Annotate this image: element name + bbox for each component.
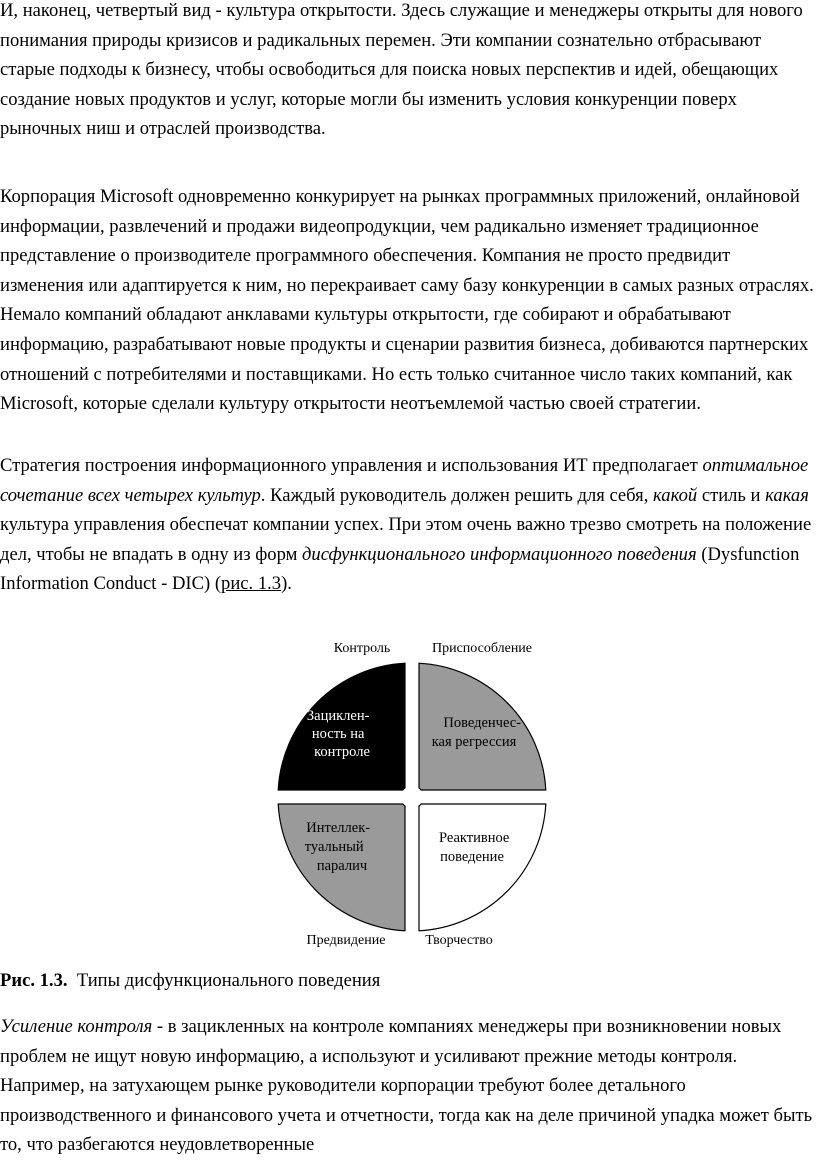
italic-word: какая xyxy=(765,484,809,506)
paragraph-control-reinforcement xyxy=(0,1012,814,1160)
quadrant-line: Интеллек- xyxy=(306,820,371,836)
text-run: - в зацикленных на контроле компаниях менеджеры при возникновении новых проблем не ищут новую информацию, а используют и усиливают прежние методы контроля. Например, на затухающем рынке руководители корпорации требуют более детального производственного и финансового учета и отчетности, тогда как на деле причиной упадка может быть то, что разбегаются неудовлетворенные xyxy=(0,1016,813,1156)
dysfunction-diagram xyxy=(262,632,562,952)
caption-text: Типы дисфункционального поведения xyxy=(76,970,381,991)
quadrant-line: контроле xyxy=(314,744,370,760)
text-run: . Каждый руководитель должен решить для себя, xyxy=(260,484,654,506)
quadrant-line: поведение xyxy=(440,849,504,865)
paragraph-microsoft: Корпорация Microsoft одновременно конкурирует на рынках программных приложений, онлайновой информации, развлечений и продажи видеопродукции, чем радикально изменяет традиционное представление о производителе программного обеспечения. Компания не просто предвидит изменения или адаптируется к ним, но перекраивает саму базу конкуренции в самых разных отраслях. Немало компаний обладают анклавами культуры открытости, где собирают и обрабатывают информацию, разрабатывают новые продукты и сценарии развития бизнеса, добиваются партнерских отношений с потребителями и поставщиками. Но есть только считанное число таких компаний, как Microsoft, которые сделали культуру открытости неотъемлемой частью своей стратегии. xyxy=(0,186,814,415)
text-run: (Dysfunction Information Conduct - DIC) ( xyxy=(0,543,800,595)
quadrant-line: кая регрессия xyxy=(431,734,517,750)
label-control: Контроль xyxy=(333,641,391,656)
label-adaptation: Приспособление xyxy=(431,641,533,656)
quadrant-line: Зациклен- xyxy=(306,708,370,724)
quadrant-bottom-right xyxy=(419,804,546,931)
italic-phrase: дисфункционального информационного поведения xyxy=(302,543,697,565)
text-run: стиль и xyxy=(697,484,766,506)
caption-number: Рис. 1.3. xyxy=(0,970,68,991)
quadrant-line: ность на xyxy=(311,726,365,742)
label-foresight: Предвидение xyxy=(306,933,386,948)
quadrant-text-top-left xyxy=(307,708,373,760)
quadrant-line: Поведенчес- xyxy=(443,715,522,731)
figure-caption xyxy=(0,966,380,996)
label-creativity: Творчество xyxy=(425,933,493,948)
quadrant-line: Реактивное xyxy=(439,830,510,846)
diagram-svg xyxy=(262,632,562,952)
text-run: культура управления обеспечат компании успех. При этом очень важно трезво смотреть на положение дел, чтобы не впадать в одну из форм xyxy=(0,514,812,565)
text-run: ). xyxy=(281,573,292,595)
quadrant-line: паралич xyxy=(316,858,368,874)
text-run: Стратегия построения информационного управления и использования ИТ предполагает xyxy=(0,455,703,476)
italic-phrase: оптимальное сочетание всех четырех культур xyxy=(0,455,809,506)
quadrant-line: туальный xyxy=(304,839,364,855)
paragraph-strategy xyxy=(0,451,814,599)
italic-term: Усиление контроля xyxy=(0,1016,153,1037)
figure-link[interactable]: рис. 1.3 xyxy=(221,573,282,595)
italic-word: какой xyxy=(653,484,698,506)
paragraph-open-culture: И, наконец, четвертый вид - культура открытости. Здесь служащие и менеджеры открыты для нового понимания природы кризисов и радикальных перемен. Эти компании сознательно отбрасывают старые подходы к бизнесу, чтобы освободиться для поиска новых перспектив и идей, обещающих создание новых продуктов и услуг, которые могли бы изменить условия конкуренции поверх рыночных ниш и отраслей производства. xyxy=(0,0,803,140)
